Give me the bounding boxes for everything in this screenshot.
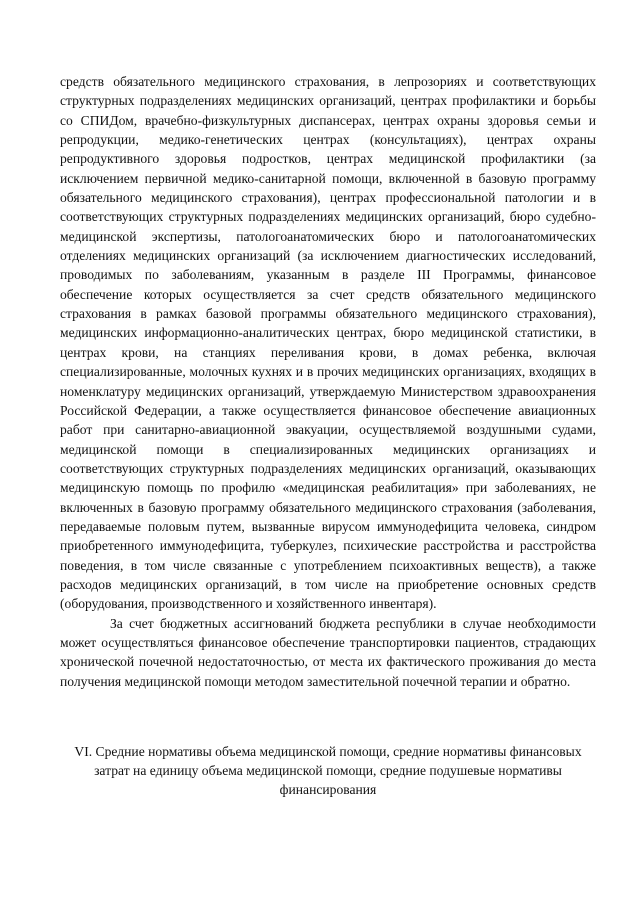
paragraph-budget-transport: За счет бюджетных ассигнований бюджета республики в случае необходимости может осуществляться финансовое обеспечение транспортировки пациентов, страдающих хронической почечной недостаточностью, от места их фактического проживания до места получения медицинской помощи методом заместительной почечной терапии и обратно. (60, 615, 596, 689)
paragraph-continuation: средств обязательного медицинского страхования, в лепрозориях и соответствующих структурных подразделениях медицинских организаций, центрах профилактики и борьбы со СПИДом, врачебно-физкультурных диспансерах, центрах охраны здоровья семьи и репродукции, медико-генетических центрах (консультациях), центрах охраны репродуктивного здоровья подростков, центрах медицинской профилактики (за исключением первичной медико-санитарной помощи, включенной в базовую программу обязательного медицинского страхования), центрах профессиональной патологии и в соответствующих структурных подразделениях медицинских организаций, бюро судебно-медицинской экспертизы, патологоанатомических бюро и патологоанатомических отделениях медицинских организаций (за исключением диагностических исследований, проводимых по заболеваниям, указанным в разделе III Программы, финансовое обеспечение которых осуществляется за счет средств обязательного медицинского страхования в рамках базовой программы обязательного медицинского страхования), медицинских информационно-аналитических центрах, бюро медицинской статистики, в центрах крови, на станциях переливания крови, в домах ребенка, включая специализированные, молочных кухнях и в прочих медицинских организациях, входящих в номенклатуру медицинских организаций, утверждаемую Министерством здравоохранения Российской Федерации, а также осуществляется финансовое обеспечение авиационных работ при санитарно-авиационной эвакуации, осуществляемой воздушными судами, медицинской помощи в специализированных медицинских организациях и соответствующих структурных подразделениях медицинских организаций, оказывающих медицинскую помощь по профилю «медицинская реабилитация» при заболеваниях, не включенных в базовую программу обязательного медицинского страхования (заболевания, передаваемые половым путем, вызванные вирусом иммунодефицита человека, синдром приобретенного иммунодефицита, туберкулез, психические расстройства и расстройства поведения, в том числе связанные с употреблением психоактивных веществ), а также расходов медицинских организаций, в том числе на приобретение основных средств (оборудования, производственного и хозяйственного инвентаря). (60, 74, 596, 612)
section-heading: VI. Средние нормативы объема медицинской помощи, средние нормативы финансовых затрат на единицу объема медицинской помощи, средние подушевые нормативы финансирования (74, 744, 582, 797)
document-body (60, 72, 596, 691)
